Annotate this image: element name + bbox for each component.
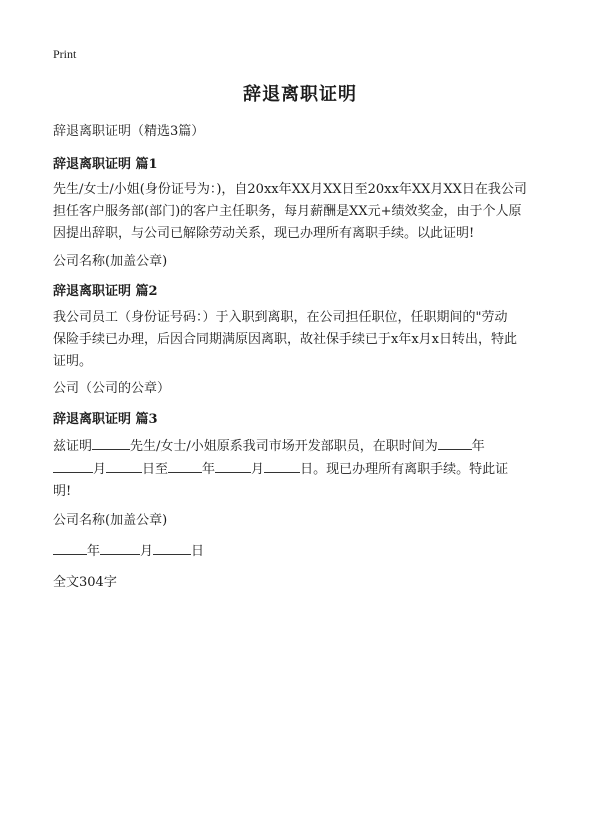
section-2-heading: 辞退离职证明 篇2 <box>53 284 158 299</box>
end-month-blank <box>215 458 251 473</box>
document-subtitle: 辞退离职证明（精选3篇） <box>53 124 205 139</box>
section-1-line: 先生/女士/小姐(身份证号为：)，自20xx年XX月XX日至20xx年XX月XX日在我公司 <box>53 182 527 197</box>
sign-month-text: 月 <box>140 544 154 559</box>
start-year-blank <box>438 435 472 450</box>
print-link[interactable]: Print <box>53 47 77 61</box>
section-1-heading: 辞退离职证明 篇1 <box>53 157 158 172</box>
start-day-blank <box>106 458 142 473</box>
sign-month-blank <box>100 540 140 555</box>
day-to-text: 日至 <box>142 462 169 477</box>
section-2-line: 我公司员工（身份证号码：）于入职到离职，在公司担任职位，任职期间的"劳动 <box>53 310 508 325</box>
section-3-heading: 辞退离职证明 篇3 <box>53 412 158 427</box>
year-text: 年 <box>471 439 485 454</box>
document-title: 辞退离职证明 <box>243 84 357 105</box>
section-3-body <box>53 435 553 503</box>
sign-year-blank <box>53 540 87 555</box>
section-2-line: 证明。 <box>53 354 93 369</box>
section-1-line: 因提出辞职，与公司已解除劳动关系，现已办理所有离职手续。以此证明! <box>53 226 475 241</box>
closing-text: 日。现已办理所有离职手续。特此证 <box>300 462 509 477</box>
word-count: 全文304字 <box>53 575 117 590</box>
end-day-blank <box>264 458 300 473</box>
signature-date <box>53 540 204 559</box>
sign-year-text: 年 <box>87 544 101 559</box>
section-3-company-sign: 公司名称(加盖公章) <box>53 513 168 528</box>
month-text: 月 <box>93 462 107 477</box>
year-text: 年 <box>202 462 216 477</box>
section-1-line: 担任客户服务部(部门)的客户主任职务，每月薪酬是XX元+绩效奖金，由于个人原 <box>53 204 522 219</box>
section-3-line-3: 明! <box>53 484 72 499</box>
section-2-line: 保险手续已办理，后因合同期满原因离职，故社保手续已于x年x月x日转出，特此 <box>53 332 517 347</box>
employee-desc-text: 先生/女士/小姐原系我司市场开发部职员，在职时间为 <box>130 439 438 454</box>
sign-day-blank <box>153 540 191 555</box>
section-2-body <box>53 307 553 373</box>
section-3-line-1 <box>53 435 553 458</box>
section-2-company-sign: 公司（公司的公章） <box>53 381 171 396</box>
month-text: 月 <box>251 462 265 477</box>
start-month-blank <box>53 458 93 473</box>
certify-text: 兹证明 <box>53 439 93 454</box>
end-year-blank <box>168 458 202 473</box>
section-1-company-sign: 公司名称(加盖公章) <box>53 254 168 269</box>
sign-day-text: 日 <box>191 544 205 559</box>
name-blank <box>92 435 130 450</box>
section-3-line-2 <box>53 458 553 481</box>
section-1-body <box>53 179 553 245</box>
